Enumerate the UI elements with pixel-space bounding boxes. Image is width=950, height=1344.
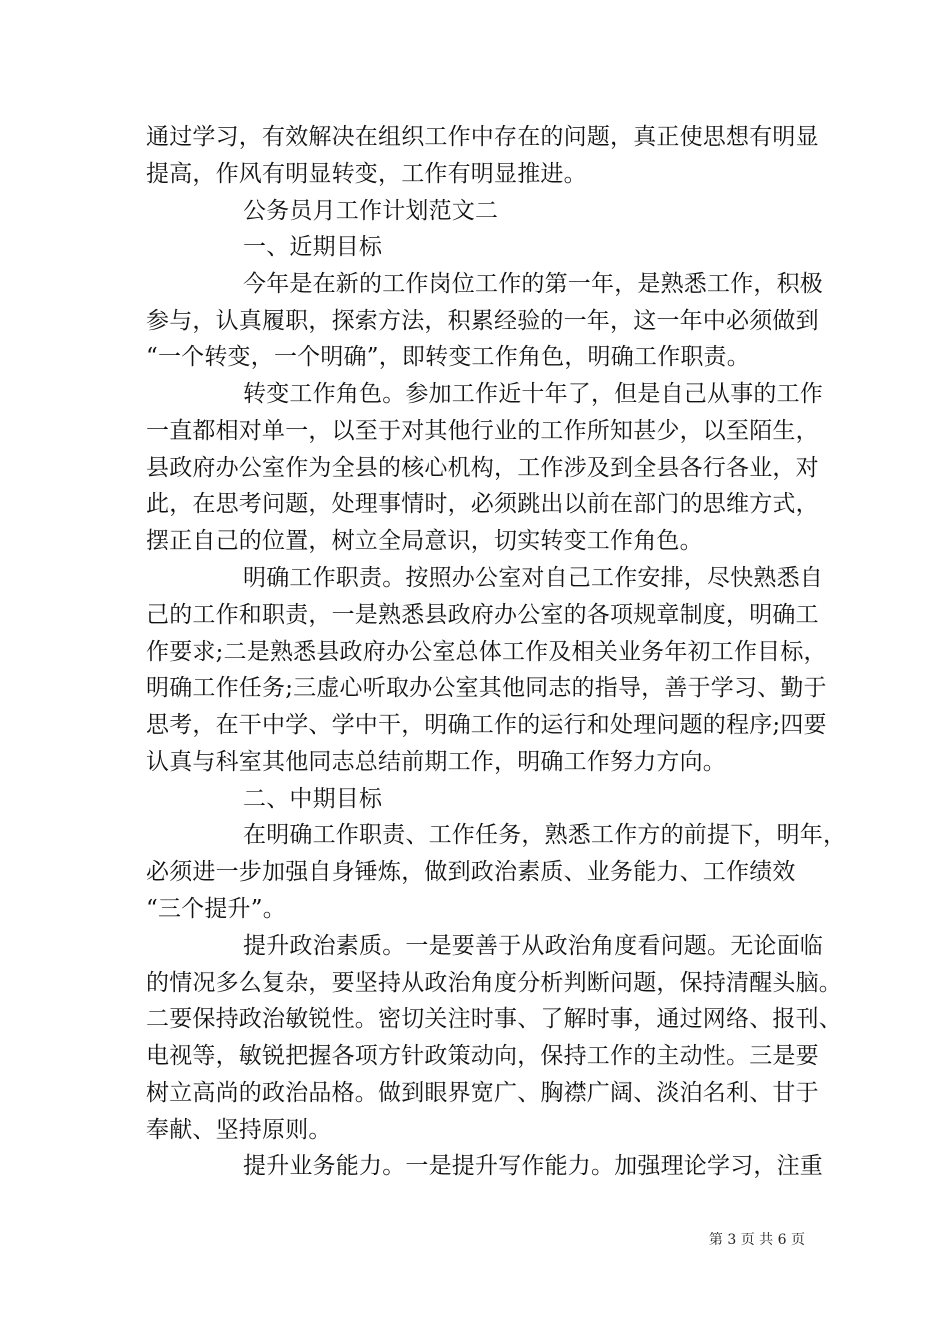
body-line: 二要保持政治敏锐性。密切关注时事、了解时事，通过网络、报刊、 xyxy=(146,1006,842,1032)
body-line: 此，在思考问题，处理事情时，必须跳出以前在部门的思维方式， xyxy=(146,491,819,517)
body-line: 参与，认真履职，探索方法，积累经验的一年，这一年中必须做到 xyxy=(146,308,819,334)
body-line: “三个提升”。 xyxy=(146,896,286,922)
body-line: 转变工作角色。参加工作近十年了，但是自己从事的工作 xyxy=(243,381,823,407)
body-line: 奉献、坚持原则。 xyxy=(146,1117,332,1143)
body-line: 通过学习，有效解决在组织工作中存在的问题，真正使思想有明显 xyxy=(146,124,819,150)
page-label: 第 3 页 共 6 页 xyxy=(708,1232,805,1248)
body-line: 思考，在干中学、学中干，明确工作的运行和处理问题的程序;四要 xyxy=(146,712,827,738)
body-line: “一个转变，一个明确”，即转变工作角色，明确工作职责。 xyxy=(146,344,750,370)
body-line: 今年是在新的工作岗位工作的第一年，是熟悉工作，积极 xyxy=(243,271,823,297)
body-line: 在明确工作职责、工作任务，熟悉工作方的前提下，明年， xyxy=(243,822,847,848)
body-line: 认真与科室其他同志总结前期工作，明确工作努力方向。 xyxy=(146,749,726,775)
body-line: 摆正自己的位置，树立全局意识，切实转变工作角色。 xyxy=(146,528,703,554)
body-line: 明确工作任务;三虚心听取办公室其他同志的指导，善于学习、勤于 xyxy=(146,675,827,701)
heading-near-term: 一、近期目标 xyxy=(243,234,383,260)
body-line: 县政府办公室作为全县的核心机构，工作涉及到全县各行各业，对 xyxy=(146,455,819,481)
page-number-footer xyxy=(709,1231,805,1249)
body-line: 的情况多么复杂，要坚持从政治角度分析判断问题，保持清醒头脑。 xyxy=(146,970,842,996)
body-line: 作要求;二是熟悉县政府办公室总体工作及相关业务年初工作目标， xyxy=(146,639,827,665)
body-line: 提升业务能力。一是提升写作能力。加强理论学习，注重 xyxy=(243,1153,823,1179)
body-line: 己的工作和职责，一是熟悉县政府办公室的各项规章制度，明确工 xyxy=(146,602,819,628)
body-line: 必须进一步加强自身锤炼，做到政治素质、业务能力、工作绩效 xyxy=(146,859,796,885)
section-title: 公务员月工作计划范文二 xyxy=(243,198,499,224)
body-line: 树立高尚的政治品格。做到眼界宽广、胸襟广阔、淡泊名利、甘于 xyxy=(146,1080,819,1106)
body-line: 电视等，敏锐把握各项方针政策动向，保持工作的主动性。三是要 xyxy=(146,1043,819,1069)
body-line: 明确工作职责。按照办公室对自己工作安排，尽快熟悉自 xyxy=(243,565,823,591)
body-line: 一直都相对单一，以至于对其他行业的工作所知甚少，以至陌生， xyxy=(146,418,819,444)
body-line: 提升政治素质。一是要善于从政治角度看问题。无论面临 xyxy=(243,933,823,959)
body-line: 提高，作风有明显转变，工作有明显推进。 xyxy=(146,161,587,187)
heading-mid-term: 二、中期目标 xyxy=(243,786,383,812)
